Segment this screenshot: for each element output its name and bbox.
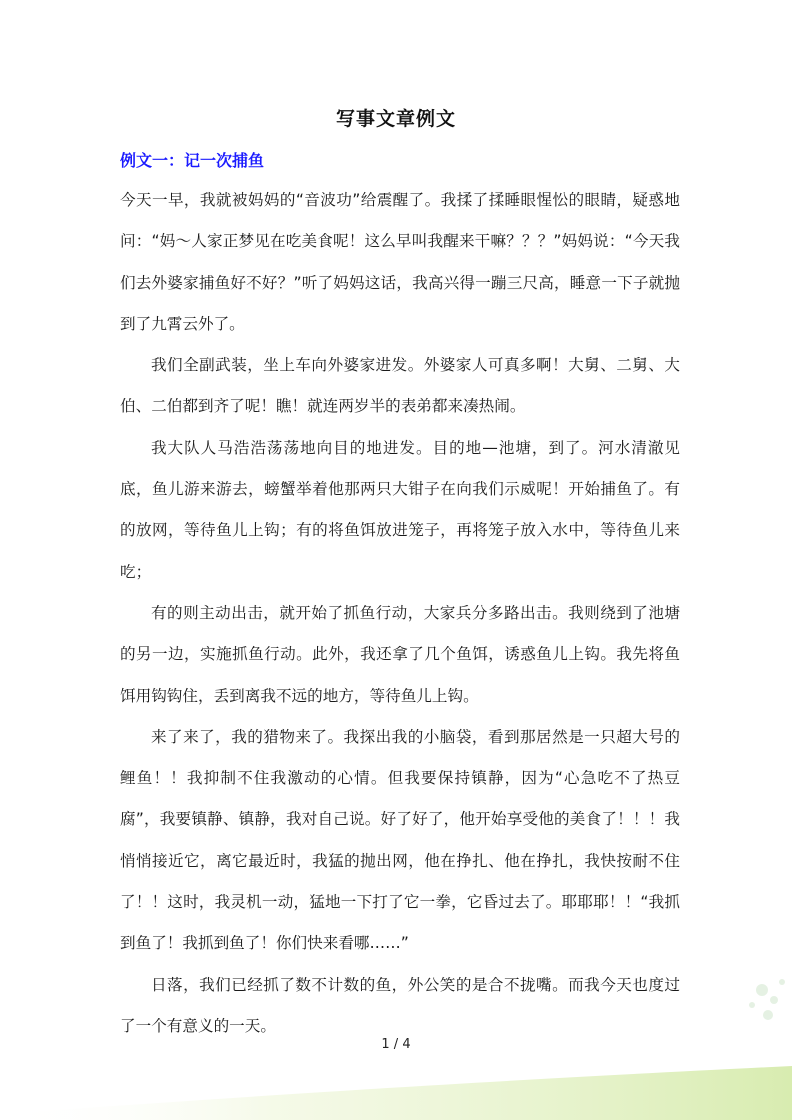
paragraph-4: 有的则主动出击，就开始了抓鱼行动，大家兵分多路出击。我则绕到了池塘的另一边，实施抓鱼行动。此外，我还拿了几个鱼饵，诱惑鱼儿上钩。我先将鱼饵用钩钩住，丢到离我不远的地方，等待鱼儿上钩。 [120, 603, 680, 705]
paragraph-5: 来了来了，我的猎物来了。我探出我的小脑袋，看到那居然是一只超大号的鲤鱼！！我抑制不住我激动的心情。但我要保持镇静，因为“心急吃不了热豆腐”，我要镇静、镇静，我对自己说。好了好了，他开始享受他的美食了！！！我悄悄接近它，离它最近时，我猛的抛出网，他在挣扎、他在挣扎，我快按耐不住了！！这时，我灵机一动，猛地一下打了它一拳，它昏过去了。耶耶耶！！“我抓到鱼了！我抓到鱼了！你们快来看哪……” [120, 727, 680, 953]
decorative-sparkle [702, 960, 792, 1040]
article-body [120, 180, 680, 1047]
page-number: 1 / 4 [381, 1037, 411, 1052]
paragraph-3: 我大队人马浩浩荡荡地向目的地进发。目的地—池塘，到了。河水清澈见底，鱼儿游来游去，螃蟹举着他那两只大钳子在向我们示威呢！开始捕鱼了。有的放网，等待鱼儿上钩；有的将鱼饵放进笼子，再将笼子放入水中，等待鱼儿来吃； [120, 438, 680, 581]
paragraph-2: 我们全副武装，坐上车向外婆家进发。外婆家人可真多啊！大舅、二舅、大伯、二伯都到齐了呢！瞧！就连两岁半的表弟都来凑热闹。 [120, 356, 680, 416]
decorative-footer-gradient [0, 1040, 792, 1120]
paragraph-6: 日落，我们已经抓了数不计数的鱼，外公笑的是合不拢嘴。而我今天也度过了一个有意义的一天。 [120, 975, 680, 1035]
document-title: 写事文章例文 [335, 108, 456, 130]
section-heading: 例文一：记一次捕鱼 [120, 151, 265, 170]
paragraph-1: 今天一早，我就被妈妈的“音波功”给震醒了。我揉了揉睡眼惺忪的眼睛，疑惑地问：“妈～人家正梦见在吃美食呢！这么早叫我醒来干嘛？？？”妈妈说：“今天我们去外婆家捕鱼好不好？”听了妈妈这话，我高兴得一蹦三尺高，睡意一下子就抛到了九霄云外了。 [120, 191, 680, 333]
